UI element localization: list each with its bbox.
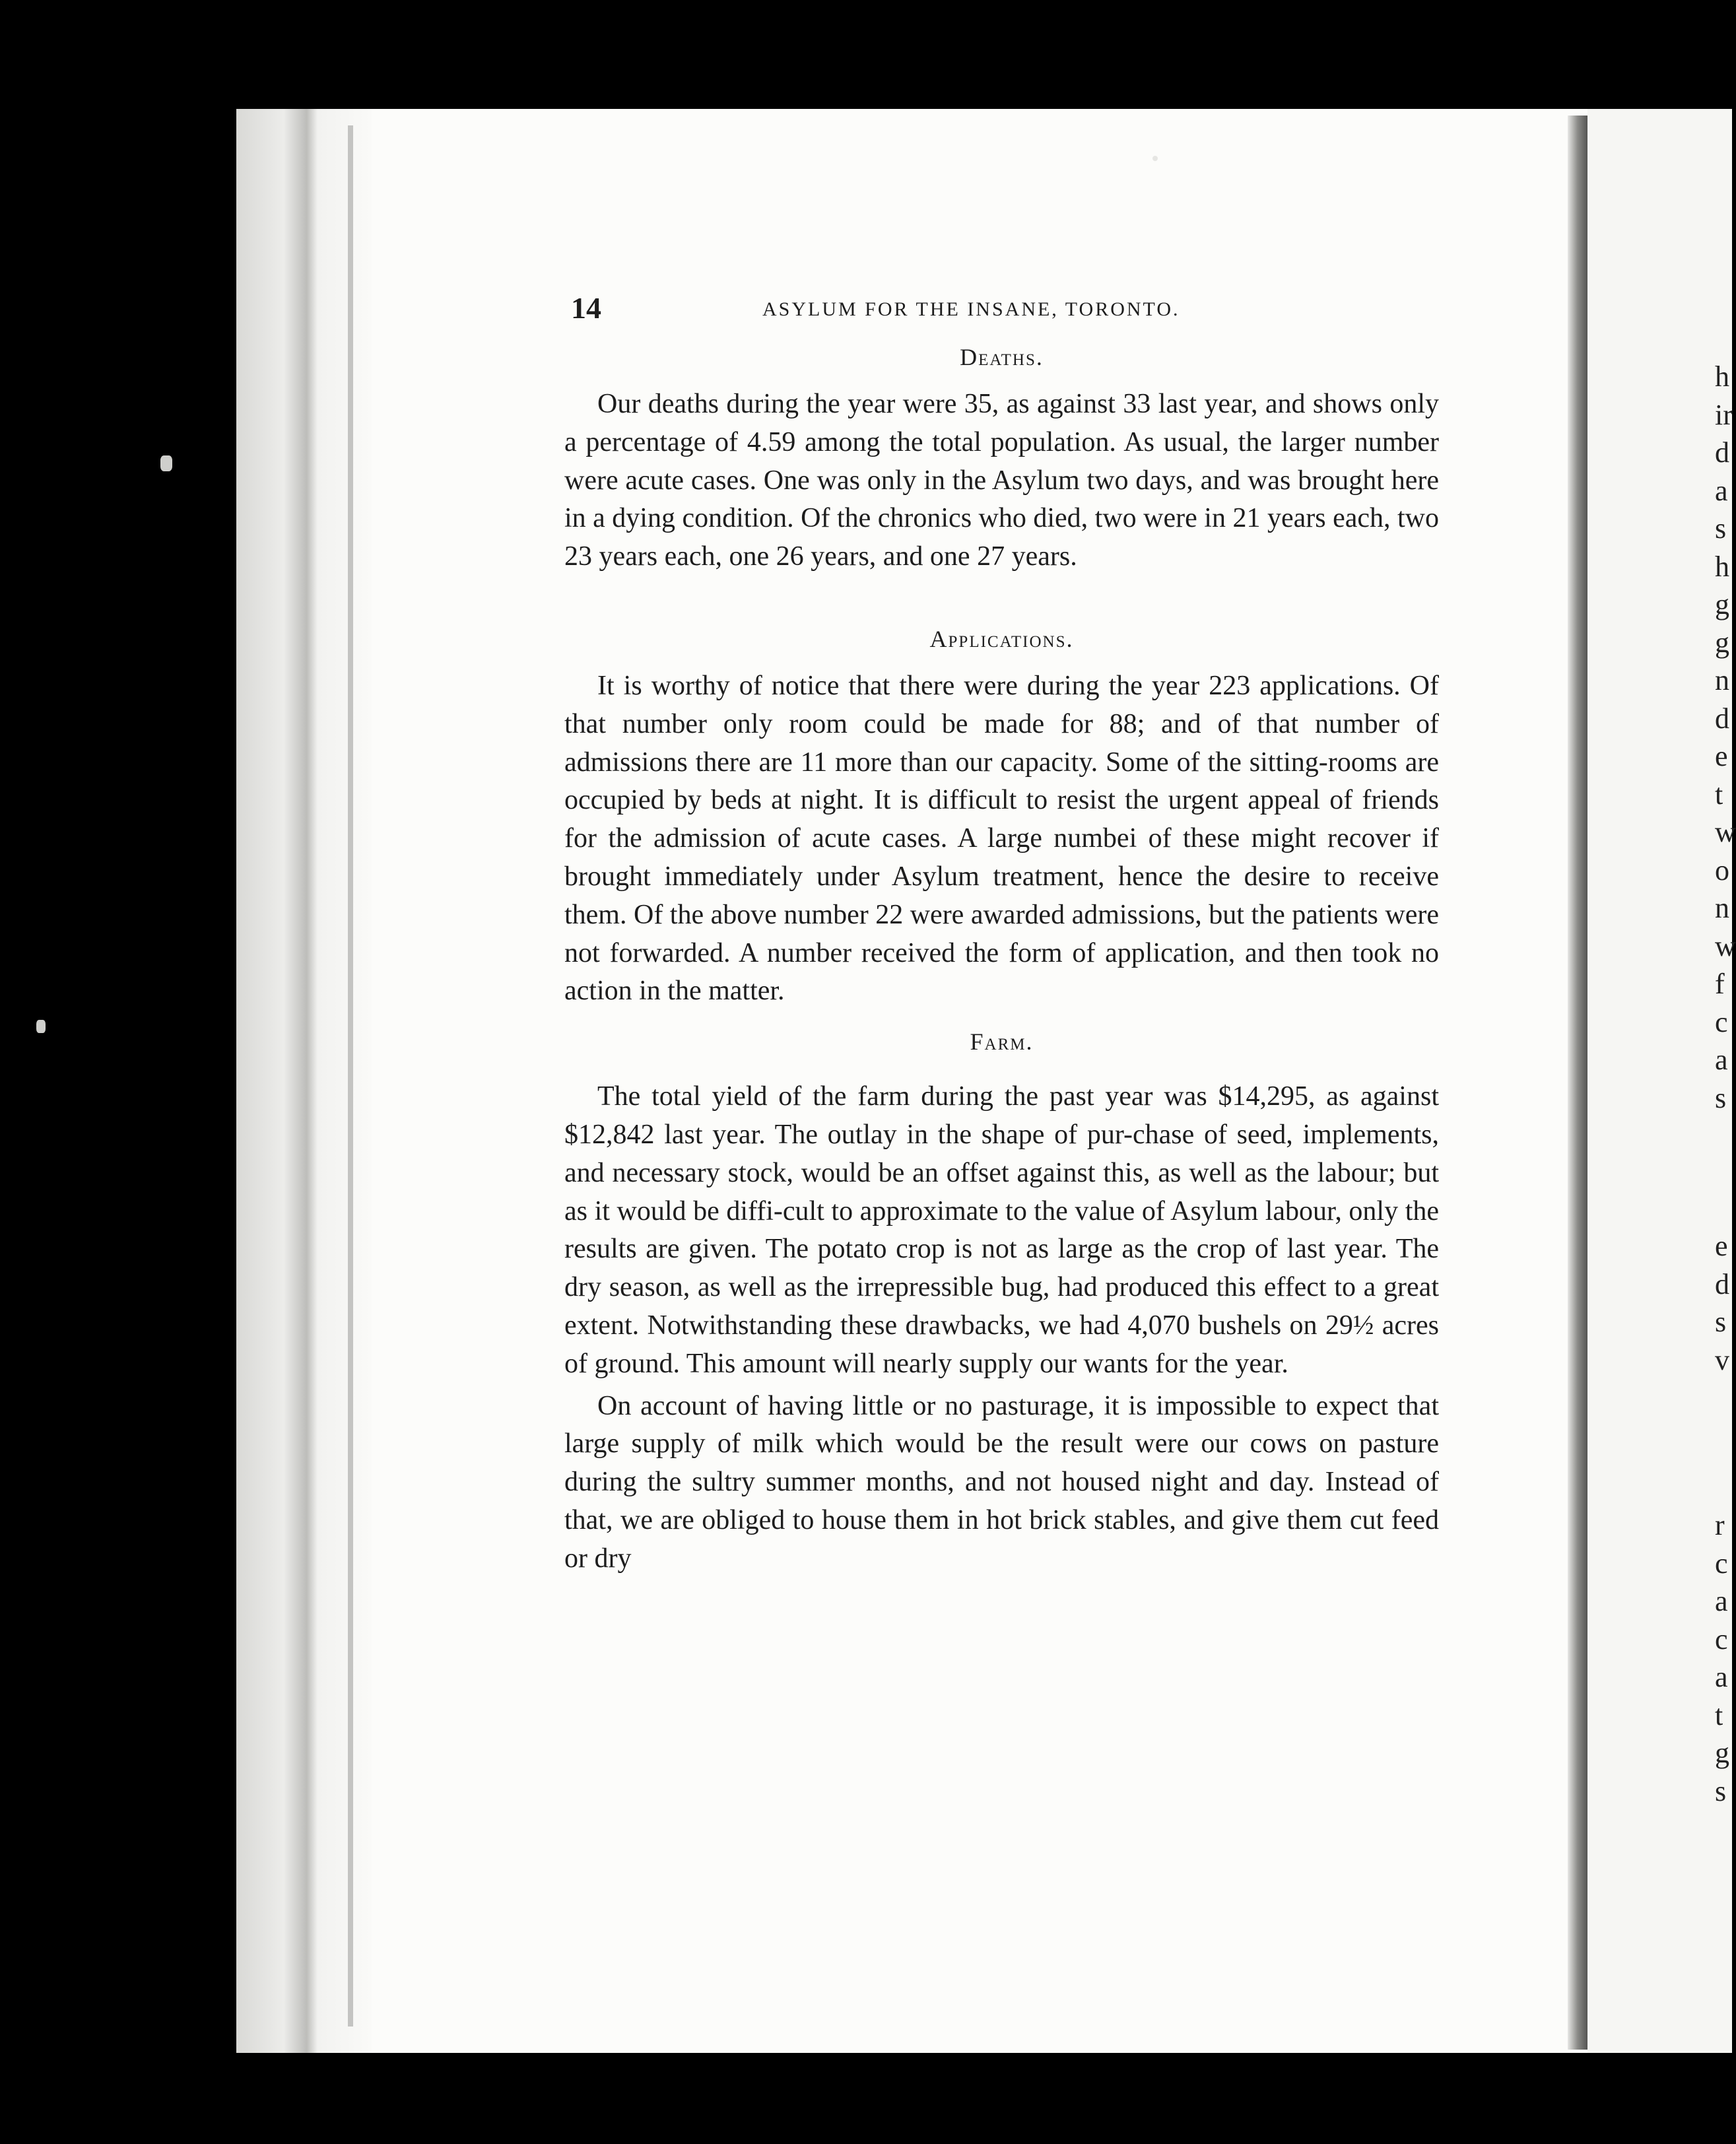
facing-page-fragment: s — [1715, 1081, 1727, 1114]
running-head — [564, 290, 1439, 337]
facing-page-fragment: a — [1715, 1661, 1728, 1693]
facing-page-fragment: g — [1715, 626, 1729, 659]
section-heading-applications: Applications. — [929, 625, 1074, 652]
facing-page-fragment: f — [1715, 968, 1725, 1000]
scan-artifact — [160, 455, 172, 471]
facing-page-fragment: e — [1715, 1230, 1728, 1262]
paragraph-farm-pasturage: On account of having little or no pasturage, it is impossible to expect that large supply of milk which would be the result were our cows on pasture during the sultry summer months, and not housed night and day. Instead of that, we are obliged to house them in hot brick stables, and give them cut feed or dry — [564, 1390, 1439, 1574]
facing-page-fragment: t — [1715, 1698, 1723, 1731]
facing-page-fragment: g — [1715, 1737, 1729, 1769]
facing-page-fragment: h — [1715, 550, 1729, 583]
page-edge-shadow — [1568, 116, 1587, 2050]
facing-page-fragment: r — [1715, 1509, 1725, 1541]
facing-page-fragment: o — [1715, 854, 1729, 887]
facing-page-fragment: w — [1715, 816, 1736, 848]
facing-page-fragment: d — [1715, 702, 1729, 735]
facing-page-fragment: d — [1715, 436, 1729, 469]
page-text — [564, 290, 1439, 1578]
facing-page-fragment: a — [1715, 474, 1728, 507]
facing-page-fragment: c — [1715, 1547, 1728, 1580]
facing-page-fragment: t — [1715, 778, 1723, 811]
facing-page-fragment: ir — [1715, 398, 1733, 431]
paragraph-applications: It is worthy of notice that there were during the year 223 applications. Of that number only room could be made for 88; and of that number of admissions there are 11 more than our capacity. Some of the sitting-rooms are occupied by beds at night. It is difficult to resist the urgent appeal of friends for the admission of acute cases. A large numbei of these might recover if brought immediately under Asylum treatment, hence the desire to receive them. Of the above number 22 were awarded admissions, but the patients were not forwarded. A number received the form of application, and then took no action in the matter. — [564, 670, 1439, 1007]
facing-page-fragment: s — [1715, 1774, 1727, 1807]
facing-page-fragment: e — [1715, 740, 1728, 772]
facing-page-fragment: a — [1715, 1044, 1728, 1076]
binding-edge — [348, 125, 353, 2027]
facing-page-fragment: s — [1715, 1306, 1727, 1338]
facing-page-fragment: c — [1715, 1005, 1728, 1038]
facing-page-fragment: n — [1715, 664, 1729, 696]
section-heading-farm: Farm. — [970, 1028, 1034, 1055]
facing-page-fragment: s — [1715, 512, 1727, 545]
facing-page-fragment: v — [1715, 1343, 1729, 1376]
facing-page-fragment: h — [1715, 360, 1729, 393]
facing-page-fragment: a — [1715, 1585, 1728, 1617]
running-title: ASYLUM FOR THE INSANE, TORONTO. — [762, 298, 1180, 320]
paragraph-farm-yield: The total yield of the farm during the past year was $14,295, as against $12,842 last year. The outlay in the shape of pur-chase of seed, implements, and necessary stock, would be an offset against this, as well as the labour; but as it would be diffi-cult to approximate to the value of Asylum labour, only the results are given. The potato crop is not as large as the crop of last year. The dry season, as well as the irrepressible bug, had produced this effect to a great extent. Notwithstanding these drawbacks, we had 4,070 bushels on 29½ acres of ground. This amount will nearly supply our wants for the year. — [564, 1081, 1439, 1379]
facing-page-fragment: w — [1715, 929, 1736, 962]
section-heading-deaths: Deaths. — [960, 344, 1044, 370]
scan-artifact — [36, 1020, 46, 1033]
facing-page — [1587, 109, 1732, 2053]
facing-page-fragment: c — [1715, 1623, 1728, 1656]
page-number: 14 — [571, 291, 601, 325]
facing-page-fragment: g — [1715, 588, 1729, 620]
paragraph-deaths: Our deaths during the year were 35, as against 33 last year, and shows only a percentage of 4.59 among the total population. As usual, the larger number were acute cases. One was only in the Asylum two days, and was brought here in a dying condition. Of the chronics who died, two were in 21 years each, two 23 years each, one 26 years, and one 27 years. — [564, 389, 1439, 572]
paper-speck — [1152, 156, 1158, 161]
facing-page-fragment: d — [1715, 1267, 1729, 1300]
facing-page-fragment: n — [1715, 892, 1729, 924]
